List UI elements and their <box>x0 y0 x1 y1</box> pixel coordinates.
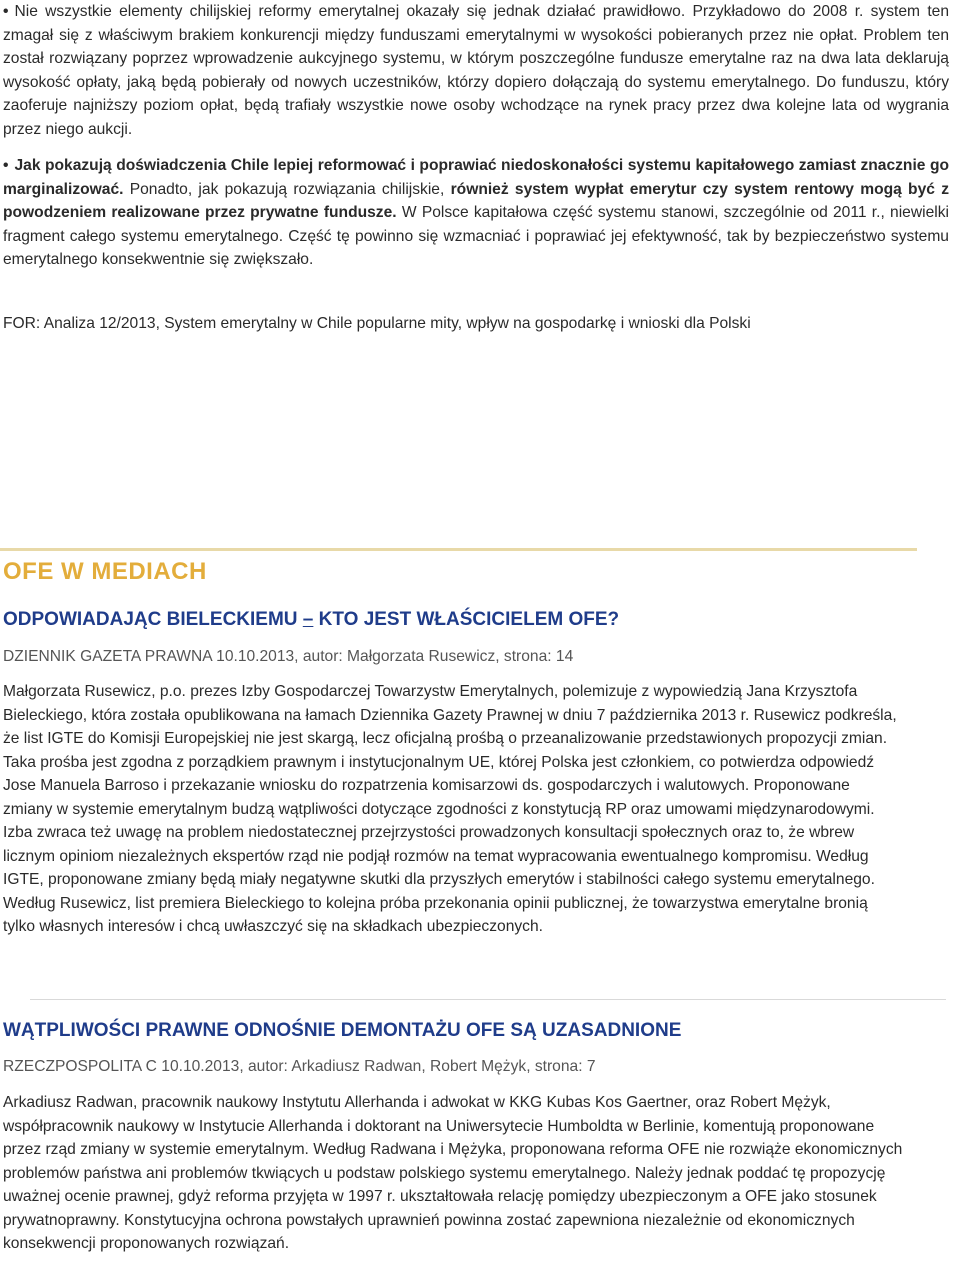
intro-p1-line-6: wchodzące na rynek pracy przez dwa kolejne lata od wygrania przez niego aukcji. <box>3 97 949 138</box>
article-1-line: Jose Manuela Barroso i przekazanie wniosku do rozpatrzenia komisarzowi ds. gospodarczych i walutowych. Proponowane <box>3 777 850 794</box>
article-1-line: Małgorzata Rusewicz, p.o. prezes Izby Gospodarczej Towarzystw Emerytalnych, polemizuje z wypowiedzią Jana Krzysztofa <box>3 683 858 700</box>
article-1-line: Bieleckiego, która została opublikowana na łamach Dziennika Gazety Prawnej w dniu 7 października 2013 r. Rusewicz podkreśla, <box>3 706 897 724</box>
bullet-icon: • <box>3 157 9 174</box>
article-2-line: uważnej ocenie prawnej, gdyż reforma przyjęta w 1997 r. ukształtowała relację pomiędzy ubezpieczonym a OFE jako stosunek <box>3 1188 877 1205</box>
article-2-line: problemów państwa ani problemów tkwiących u podstaw polskiego systemu emerytalnego. Należy jednak poddać tę propozycję <box>3 1164 886 1182</box>
article-2-line: konsekwencji proponowanych rozwiązań. <box>3 1235 290 1252</box>
article-2-line: przez rząd zmiany w systemie emerytalnym. Według Radwana i Mężyka, proponowana reforma OFE nie rozwiąże ekonomicznych <box>3 1141 903 1158</box>
article-1-title-dash: – <box>302 609 314 630</box>
article-1-line: zmiany w systemie emerytalnym budzą wątpliwości dotyczące zgodności z konstytucją RP oraz umowami międzynarodowymi. <box>3 800 875 818</box>
article-2-line: Arkadiusz Radwan, pracownik naukowy Instytutu Allerhanda i adwokat w KKG Kubas Kos Gaertner, oraz Robert Mężyk, <box>3 1094 831 1111</box>
article-1-line: IGTE, proponowane zmiany będą miały negatywne skutki dla przyszłych emerytów i stabilności całego systemu emerytalnego. <box>3 871 875 888</box>
article-2-meta: RZECZPOSPOLITA C 10.10.2013, autor: Arkadiusz Radwan, Robert Mężyk, strona: 7 <box>3 1058 596 1075</box>
article-divider <box>30 999 946 1000</box>
article-2-line: współpracownik naukowy w Instytucie Allerhanda i doktorant na Uniwersytecie Humboldta w Berlinie, komentują proponowane <box>3 1117 875 1135</box>
intro-paragraph-2 <box>3 154 949 272</box>
article-1-line: licznym opiniom niezależnych ekspertów rząd nie podjął rozmów na temat wypracowania ewentualnego kompromisu. Według <box>3 847 869 865</box>
intro-p2-text-a: Ponadto, jak pokazują rozwiązania chilijskie, <box>123 180 451 198</box>
intro-p1-line-2: system ten zmagał się z właściwym brakiem konkurencji między funduszami emerytalnymi w wysokości pobieranych przez <box>3 3 949 44</box>
article-1-body <box>3 680 960 939</box>
article-2-title[interactable]: WĄTPLIWOŚCI PRAWNE ODNOŚNIE DEMONTAŻU OFE SĄ UZASADNIONE <box>3 1020 682 1041</box>
article-1-line: Taka prośba jest zgodna z porządkiem prawnym i instytucjonalnym UE, której Polska jest członkiem, co potwierdza odpowiedź <box>3 753 875 771</box>
intro-p2-bold-b: również system wypłat emerytur czy system rentowy mogą być z powodzeniem realizowane przez prywatne fundusze. <box>3 180 949 221</box>
intro-p1-line-1: Nie wszystkie elementy chilijskiej reformy emerytalnej okazały się jednak działać prawidłowo. Przykładowo do 2008 r. <box>14 3 871 20</box>
article-1-title-after: KTO JEST WŁAŚCICIELEM OFE? <box>313 609 620 630</box>
intro-paragraph-1 <box>3 0 949 141</box>
bullet-icon: • <box>3 3 9 20</box>
article-1-line: że list IGTE do Komisji Europejskiej nie jest skargą, lecz oficjalną prośbą o przeanalizowanie przedstawionych propozycji zmian. <box>3 730 888 747</box>
article-1-line: Według Rusewicz, list premiera Bieleckiego to kolejna próba przekonania opinii publicznej, że towarzystwa emerytalne bronią <box>3 894 868 912</box>
article-2-line: prywatnoprawny. Konstytucyjna ochrona powstałych uprawnień powinna zostać zapewniona niezależnie od ekonomicznych <box>3 1211 855 1229</box>
article-1-line: tylko własnych interesów i chcą uwłaszczyć się na składkach ubezpieczonych. <box>3 918 543 935</box>
intro-p2-bold-a: Jak pokazują doświadczenia Chile lepiej reformować i poprawiać niedoskonałości systemu kapitałowego zamiast znacznie go marginalizować. <box>3 157 949 198</box>
article-1-meta: DZIENNIK GAZETA PRAWNA 10.10.2013, autor: Małgorzata Rusewicz, strona: 14 <box>3 648 574 665</box>
intro-p1-line-4: emerytalne raz na dwa lata deklarują wysokość opłaty, jaką będą pobierały od nowych uczestników, którzy dopiero dołączają <box>3 50 949 91</box>
section-divider <box>0 548 917 551</box>
article-1-title[interactable] <box>3 607 619 633</box>
section-title: OFE W MEDIACH <box>3 558 207 585</box>
intro-p1-line-3: nie opłat. Problem ten został rozwiązany poprzez wprowadzenie aukcyjnego systemu, w którym poszczególne fundusze <box>3 26 950 67</box>
intro-p2-text-b: W Polsce kapitałowa część systemu stanowi, szczególnie od 2011 r., niewielki fragment całego systemu emerytalnego. Część tę powinno się wzmacniać i poprawiać jej efektywność, tak by bezpieczeństwo systemu emerytalnego konsekwentnie się zwiększało. <box>3 204 949 268</box>
article-2-body <box>3 1091 960 1256</box>
source-citation: FOR: Analiza 12/2013, System emerytalny w Chile popularne mity, wpływ na gospodarkę i wnioski dla Polski <box>3 315 751 332</box>
article-1-line: Izba zwraca też uwagę na problem niedostatecznej przejrzystości prowadzonych konsultacji społecznych oraz to, że wbrew <box>3 824 855 841</box>
article-1-title-before: ODPOWIADAJĄC BIELECKIEMU <box>3 609 303 630</box>
intro-p1-line-5: do systemu emerytalnego. Do funduszu, który zaoferuje najniższy poziom opłat, będą trafiały wszystkie nowe osoby <box>3 73 950 114</box>
